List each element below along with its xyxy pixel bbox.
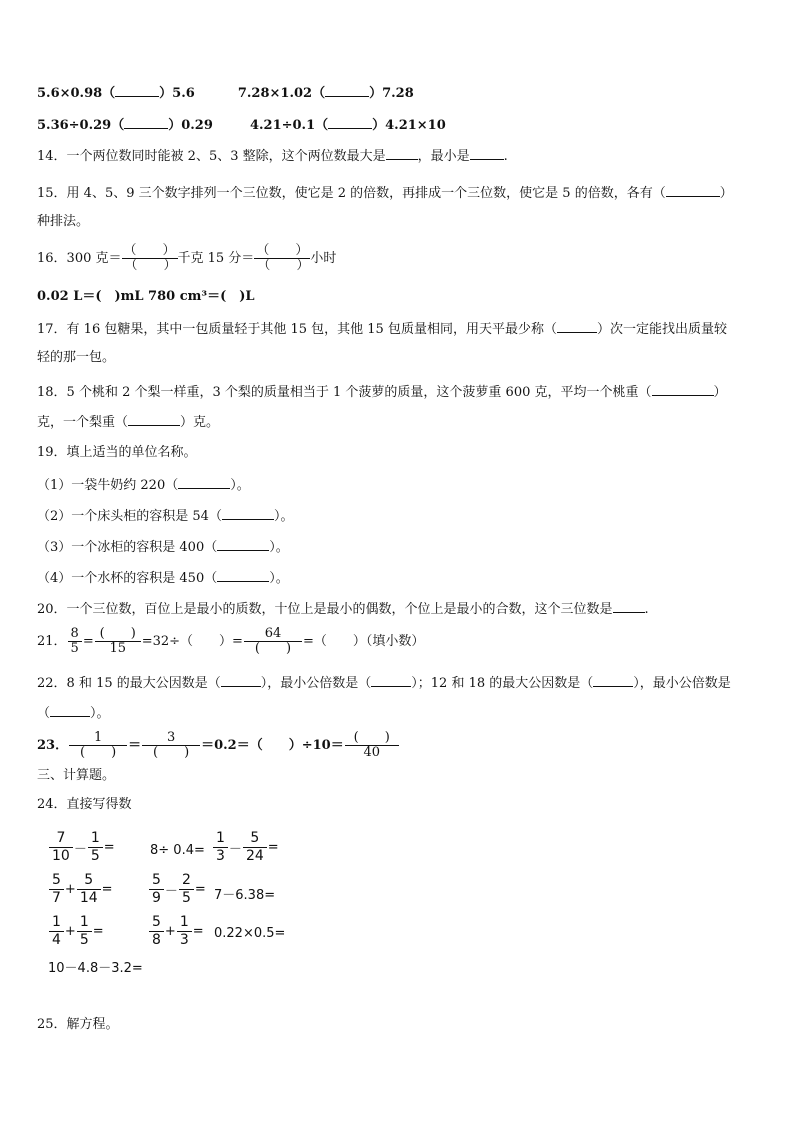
- question-16: [37, 244, 336, 274]
- question-21: [37, 624, 424, 660]
- compare-row-2: [37, 116, 446, 134]
- math-text: ）克。: [180, 415, 220, 430]
- math-text: 种排法。: [37, 214, 90, 229]
- calc-item: [148, 914, 204, 949]
- answer-blank[interactable]: [325, 84, 369, 97]
- math-text: －: [228, 842, 242, 857]
- math-text: =: [194, 882, 206, 897]
- question-14: [37, 147, 508, 165]
- calc-item: [48, 830, 115, 865]
- calc-item: [48, 872, 113, 907]
- answer-blank[interactable]: [470, 147, 504, 160]
- math-text: ）7.28: [369, 86, 414, 101]
- answer-blank[interactable]: [328, 116, 372, 129]
- math-text: （4）一个水杯的容积是 450（: [37, 571, 218, 586]
- math-text: 7: [56, 830, 66, 846]
- answer-blank[interactable]: [50, 704, 90, 717]
- calc-item: [212, 830, 279, 865]
- question-23: [37, 728, 400, 764]
- question-15: [37, 184, 733, 202]
- math-text: ）；12 和 18 的最大公因数是（: [411, 676, 594, 691]
- math-text[interactable]: ( ): [244, 641, 302, 656]
- question-19-item: [37, 476, 250, 494]
- math-text: 0.22×0.5=: [214, 926, 286, 941]
- math-text: 40: [345, 745, 399, 760]
- question-17-cont: [37, 350, 115, 366]
- math-text: 三、计算题。: [37, 768, 116, 783]
- question-19-item: [37, 538, 289, 556]
- math-text: =（ ）（填小数）: [302, 634, 425, 649]
- math-text: 20．一个三位数，百位上是最小的质数，十位上是最小的偶数，个位上是最小的合数，这个三位数是: [37, 602, 613, 617]
- fraction: [123, 244, 177, 273]
- fraction: [255, 244, 309, 273]
- math-text: =: [82, 634, 94, 649]
- math-text: ）: [719, 186, 733, 201]
- math-text: 5: [84, 872, 94, 888]
- math-text: ）: [713, 385, 727, 400]
- math-text: 5.6×0.98（: [37, 86, 116, 101]
- math-text: 1: [216, 830, 225, 846]
- math-text: =: [103, 840, 115, 855]
- math-text: 1: [90, 830, 100, 846]
- math-text: 10: [49, 847, 73, 865]
- math-text: 15: [95, 641, 141, 656]
- calc-item: [48, 914, 104, 949]
- question-18-cont: [37, 413, 219, 431]
- fraction: [149, 914, 164, 949]
- math-text: 1: [93, 730, 103, 745]
- math-text: 克，一个梨重（: [37, 415, 129, 430]
- fraction: [177, 914, 192, 949]
- section-heading: [37, 768, 115, 784]
- calc-item: [48, 957, 143, 976]
- math-text: ）。: [269, 540, 289, 555]
- question-15-cont: [37, 214, 89, 230]
- math-text: 2: [181, 872, 191, 888]
- math-text: 16．300 克＝: [37, 251, 122, 266]
- math-text: 5: [88, 847, 103, 865]
- math-text: +: [64, 882, 76, 897]
- math-text: 21．: [37, 634, 67, 649]
- fraction: [149, 872, 164, 907]
- math-text: 14．一个两位数同时能被 2、5、3 整除，这个两位数最大是: [37, 149, 386, 164]
- question-17: [37, 320, 727, 338]
- math-text: ）次一定能找出质量较: [596, 322, 727, 337]
- math-text: 24．直接写得数: [37, 797, 132, 812]
- fraction: [243, 830, 267, 865]
- answer-blank[interactable]: [178, 476, 230, 489]
- fraction: [345, 731, 399, 760]
- math-text: ＝: [128, 738, 142, 753]
- math-text: 轻的那一包。: [37, 350, 116, 365]
- answer-blank[interactable]: [124, 116, 168, 129]
- math-text: 25．解方程。: [37, 1017, 119, 1032]
- math-text[interactable]: ( ): [69, 745, 127, 760]
- math-text: =: [192, 924, 204, 939]
- math-text: 22．8 和 15 的最大公因数是（: [37, 676, 221, 691]
- fraction: [244, 627, 302, 656]
- fraction: [49, 872, 64, 907]
- math-text: ）0.29: [168, 118, 213, 133]
- fraction: [49, 914, 64, 949]
- math-text: 7－6.38=: [214, 888, 276, 903]
- math-text: .: [503, 149, 508, 164]
- answer-blank[interactable]: [386, 147, 418, 160]
- math-text: 4: [49, 931, 64, 949]
- math-text: ）。: [269, 571, 289, 586]
- math-text: ，最小是: [417, 149, 470, 164]
- math-text: =: [101, 882, 113, 897]
- math-text: =: [267, 840, 279, 855]
- math-text: －: [73, 842, 87, 857]
- math-text: －: [164, 884, 178, 899]
- math-text: （: [37, 706, 51, 721]
- math-text: =32÷（ ）=: [141, 634, 243, 649]
- answer-blank[interactable]: [222, 507, 274, 520]
- math-text: =: [92, 924, 104, 939]
- answer-blank[interactable]: [666, 184, 720, 197]
- math-text: ），最小公倍数是: [633, 676, 731, 691]
- calc-item: [148, 872, 206, 907]
- math-text: 19．填上适当的单位名称。: [37, 445, 197, 460]
- answer-blank[interactable]: [557, 320, 597, 333]
- calc-item: [150, 843, 205, 858]
- fraction: [95, 627, 141, 656]
- math-text: ＝0.2＝（ ）÷10＝: [201, 738, 344, 753]
- answer-blank[interactable]: [217, 538, 269, 551]
- question-19-item: [37, 507, 293, 525]
- math-text: ）4.21×10: [372, 118, 446, 133]
- math-text: 10－4.8－3.2=: [48, 961, 143, 976]
- question-19-item: [37, 569, 289, 587]
- math-text[interactable]: （ ）: [123, 243, 176, 258]
- math-text: 23．: [37, 738, 69, 753]
- answer-blank[interactable]: [115, 84, 159, 97]
- fraction: [179, 872, 194, 907]
- math-text: 9: [149, 889, 164, 907]
- fraction: [49, 830, 73, 865]
- math-text: 17．有 16 包糖果，其中一包质量轻于其他 15 包，其他 15 包质量相同，用天平最少称（: [37, 322, 557, 337]
- math-text: ）。: [230, 478, 250, 493]
- answer-blank[interactable]: [221, 674, 261, 687]
- calc-item: [214, 926, 285, 941]
- math-text: 3: [213, 847, 228, 865]
- math-text: 15．用 4、5、9 三个数字排列一个三位数，使它是 2 的倍数，再排成一个三位数，使它是 5 的倍数，各有（: [37, 186, 666, 201]
- math-text: 1: [79, 914, 89, 930]
- answer-blank[interactable]: [652, 383, 714, 396]
- math-text: ），最小公倍数是（: [260, 676, 372, 691]
- math-text: 8: [70, 626, 79, 641]
- math-text: 5: [68, 641, 82, 656]
- math-text: +: [164, 924, 176, 939]
- math-text: 5: [152, 872, 161, 888]
- math-text: +: [64, 924, 76, 939]
- math-text: ）。: [90, 706, 110, 721]
- math-text: 8÷ 0.4=: [150, 843, 205, 858]
- question-24-title: [37, 797, 132, 813]
- fraction: [69, 731, 127, 760]
- math-text: 0.02 L＝( )mL 780 cm³＝( )L: [37, 289, 255, 304]
- answer-blank[interactable]: [613, 600, 645, 613]
- math-text: 5: [152, 914, 161, 930]
- math-text: 8: [149, 931, 164, 949]
- question-25: [37, 1017, 119, 1033]
- math-text[interactable]: （ ）: [254, 258, 310, 273]
- fraction: [213, 830, 228, 865]
- math-text: 7: [49, 889, 64, 907]
- math-text: 24: [243, 847, 267, 865]
- question-19-title: [37, 445, 197, 461]
- calc-item: [214, 884, 275, 903]
- answer-blank[interactable]: [371, 674, 411, 687]
- math-text: 7.28×1.02（: [237, 86, 326, 101]
- math-text: 千克 15 分＝: [177, 251, 255, 266]
- math-text: 5: [250, 830, 260, 846]
- math-text: 5: [77, 931, 92, 949]
- math-text: .: [644, 602, 649, 617]
- question-18: [37, 383, 727, 401]
- math-text: ）。: [273, 509, 294, 524]
- math-text: （3）一个冰柜的容积是 400（: [37, 540, 218, 555]
- math-text: 14: [77, 889, 101, 907]
- math-text: 3: [177, 931, 192, 949]
- math-text: 1: [179, 914, 189, 930]
- compare-row-1: [37, 84, 414, 102]
- answer-blank[interactable]: [593, 674, 633, 687]
- math-text: 小时: [310, 251, 337, 266]
- answer-blank[interactable]: [128, 413, 180, 426]
- math-text: 5.36÷0.29（: [37, 118, 125, 133]
- math-text: 3: [166, 730, 176, 745]
- math-text: 5: [179, 889, 194, 907]
- math-text: ）5.6: [159, 86, 195, 101]
- math-text[interactable]: ( ): [353, 730, 390, 745]
- math-text: 5: [52, 872, 61, 888]
- math-text: 1: [52, 914, 61, 930]
- answer-blank[interactable]: [217, 569, 269, 582]
- question-16-line2: [37, 289, 255, 305]
- math-text[interactable]: （ ）: [256, 243, 309, 258]
- fraction: [77, 872, 101, 907]
- question-22-cont: [37, 704, 110, 722]
- math-text: 64: [264, 626, 282, 641]
- fraction: [68, 627, 82, 656]
- math-text[interactable]: （ ）: [122, 258, 178, 273]
- math-text[interactable]: ( ): [99, 626, 136, 641]
- math-text[interactable]: ( ): [142, 745, 200, 760]
- math-text: （2）一个床头柜的容积是 54（: [37, 509, 222, 524]
- math-text: 18．5 个桃和 2 个梨一样重，3 个梨的质量相当于 1 个菠萝的质量，这个菠萝重 600 克，平均一个桃重（: [37, 385, 652, 400]
- math-text: （1）一袋牛奶约 220（: [37, 478, 179, 493]
- math-text: 4.21÷0.1（: [249, 118, 329, 133]
- question-22: [37, 674, 731, 692]
- fraction: [142, 731, 200, 760]
- fraction: [77, 914, 92, 949]
- question-20: [37, 600, 649, 618]
- fraction: [88, 830, 103, 865]
